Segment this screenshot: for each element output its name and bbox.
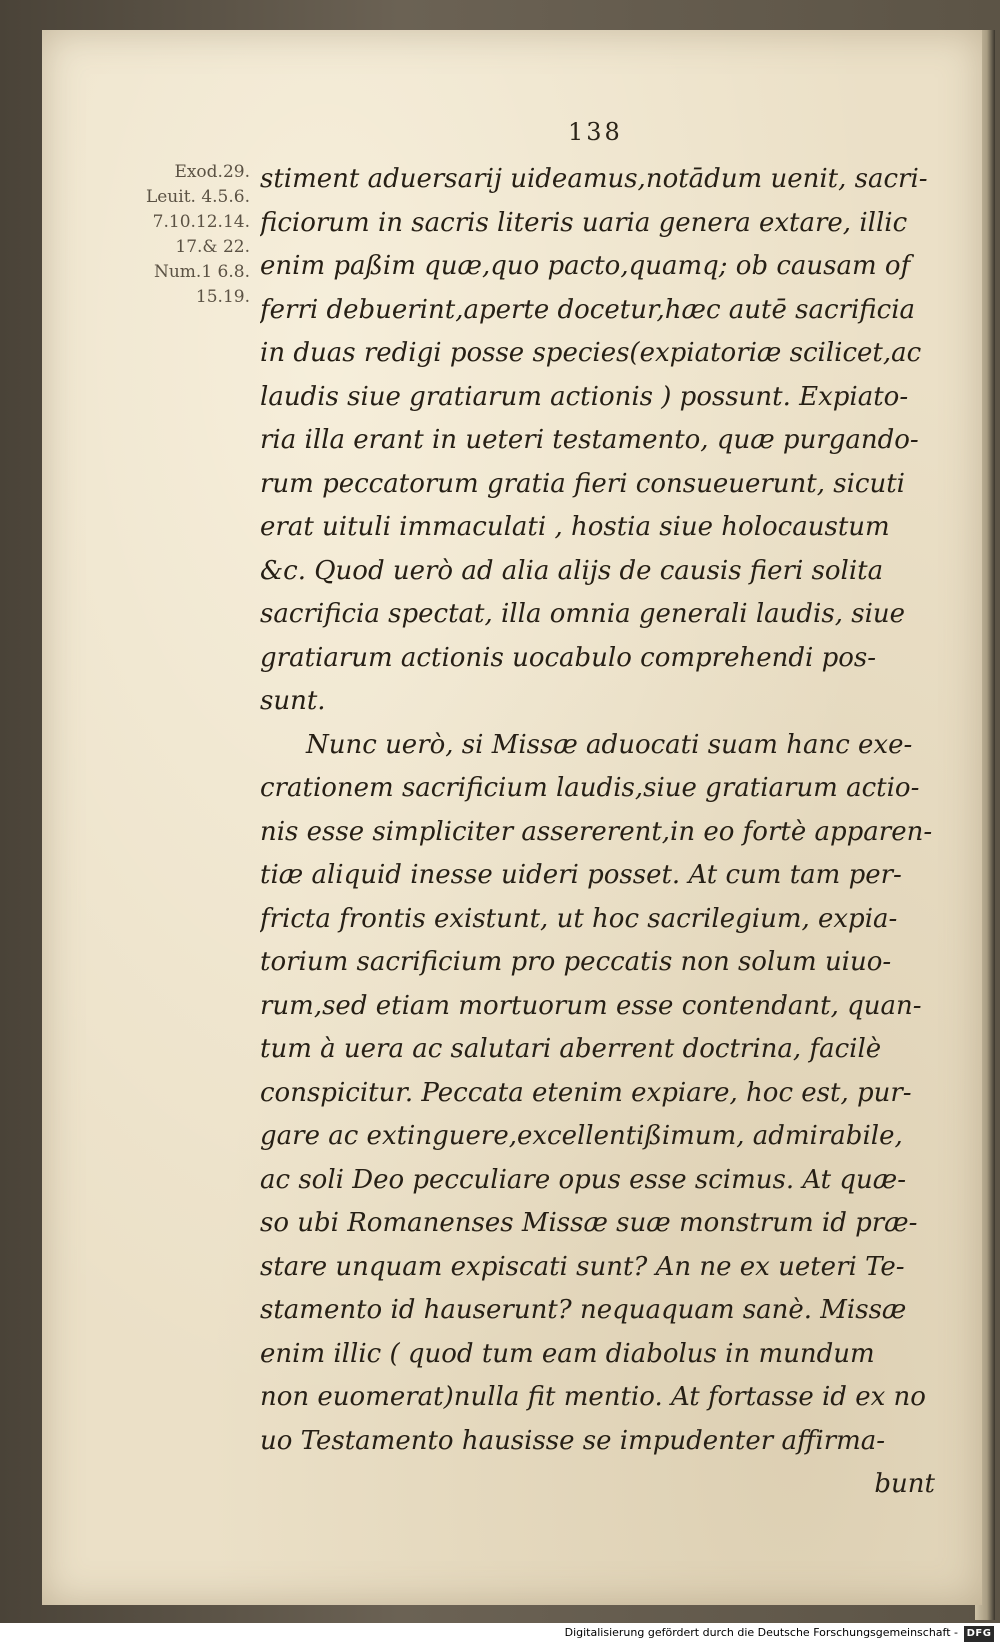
text-line: nis esse simpliciter assererent,in eo fortè apparen-: [260, 816, 933, 847]
text-line: enim paßim quæ,quo pacto,quamq; ob causam of: [260, 251, 911, 281]
text-line: in duas redigi posse species(expiatoriæ scilicet,ac: [260, 338, 922, 368]
text-line: stiment aduersarij uideamus,notādum uenit, sacri-: [260, 164, 928, 194]
text-line: ferri debuerint,aperte docetur,hæc autē sacrificia: [260, 294, 916, 325]
text-line: so ubi Romanenses Missæ suæ monstrum id præ-: [260, 1208, 918, 1238]
text-line: non euomerat)nulla fit mentio. At fortasse id ex no: [260, 1382, 926, 1412]
text-line: tiæ aliquid inesse uideri posset. At cum tam per-: [260, 860, 902, 890]
text-line: stare unquam expiscati sunt? An ne ex ueteri Te-: [260, 1251, 905, 1282]
text-line: Nunc uerò, si Missæ aduocati suam hanc exe-: [306, 729, 913, 760]
text-line: gratiarum actionis uocabulo comprehendi pos-: [260, 642, 877, 673]
text-line: stamento id hauserunt? nequaquam sanè. Missæ: [260, 1295, 907, 1325]
text-line: erat uituli immaculati , hostia siue holocaustum: [260, 512, 890, 542]
margin-note: 15.19.: [195, 287, 250, 307]
text-line: crationem sacrificium laudis,siue gratiarum actio-: [260, 773, 920, 803]
text-line: &c. Quod uerò ad alia alijs de causis fieri solita: [260, 555, 884, 586]
page-number: 138: [568, 118, 623, 146]
dfg-logo-icon: DFG: [964, 1626, 994, 1642]
margin-note: 17.& 22.: [175, 237, 250, 257]
margin-notes: [100, 160, 250, 310]
text-line: gare ac extinguere,excellentißimum, admirabile,: [260, 1121, 903, 1151]
text-line: uo Testamento hausisse se impudenter affirma-: [260, 1425, 886, 1456]
main-text: [260, 158, 935, 1507]
margin-note: Leuit. 4.5.6.: [145, 187, 250, 207]
text-line: torium sacrificium pro peccatis non solum uiuo-: [260, 947, 892, 977]
catchword: bunt: [874, 1469, 935, 1499]
funding-credit: Digitalisierung gefördert durch die Deutsche Forschungsgemeinschaft -: [564, 1626, 958, 1639]
text-line: enim illic ( quod tum eam diabolus in mundum: [260, 1338, 875, 1369]
text-line: ficiorum in sacris literis uaria genera extare, illic: [260, 207, 908, 238]
margin-note: Num.1 6.8.: [153, 262, 250, 282]
text-line: laudis siue gratiarum actionis ) possunt. Expiato-: [260, 381, 909, 412]
text-line: rum peccatorum gratia fieri consueuerunt, sicuti: [260, 468, 905, 499]
text-line: conspicitur. Peccata etenim expiare, hoc est, pur-: [260, 1077, 912, 1108]
text-line: ac soli Deo pecculiare opus esse scimus. At quæ-: [260, 1164, 906, 1195]
text-line: sunt.: [260, 686, 326, 716]
footer-bar: [0, 1623, 1000, 1646]
text-line: sacrificia spectat, illa omnia generali laudis, siue: [260, 599, 906, 629]
text-line: fricta frontis existunt, ut hoc sacrilegium, expia-: [260, 903, 898, 934]
text-line: rum,sed etiam mortuorum esse contendant, quan-: [260, 990, 922, 1021]
text-line: ria illa erant in ueteri testamento, quæ purgando-: [260, 425, 919, 455]
margin-note: 7.10.12.14.: [152, 212, 250, 232]
text-line: tum à uera ac salutari aberrent doctrina, facilè: [260, 1034, 882, 1064]
margin-note: Exod.29.: [174, 162, 250, 182]
